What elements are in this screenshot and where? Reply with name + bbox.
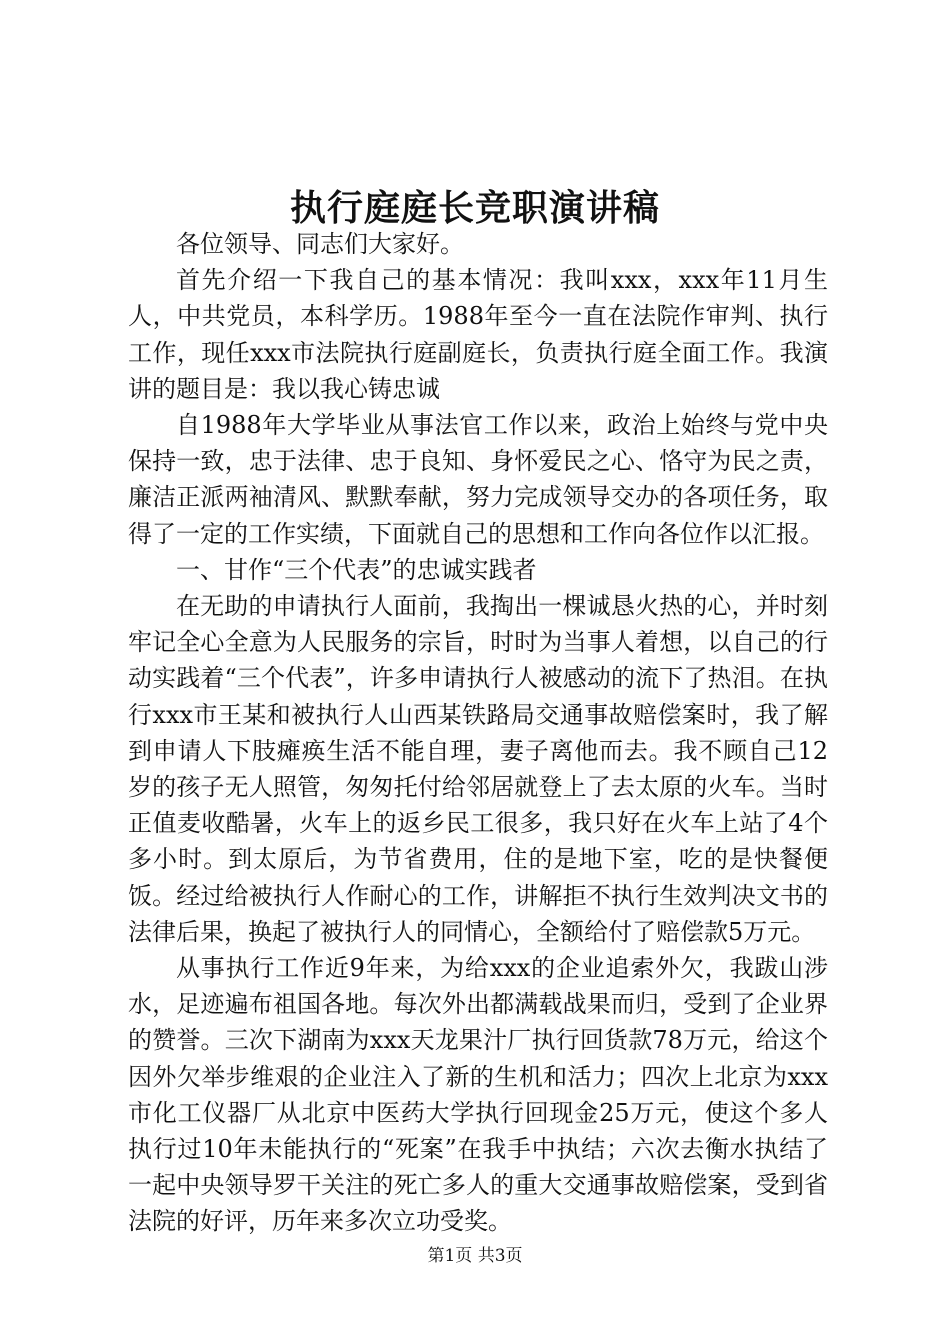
paragraph-introduction: 首先介绍一下我自己的基本情况：我叫xxx，xxx年11月生人，中共党员，本科学历。1988年至今一直在法院作审判、执行工作，现任xxx市法院执行庭副庭长，负责执行庭全面工作。我演讲的题目是：我以我心铸忠诚 xyxy=(128,266,828,403)
document-body xyxy=(128,226,828,1240)
paragraph-career-summary: 自1988年大学毕业从事法官工作以来，政治上始终与党中央保持一致，忠于法律、忠于良知、身怀爱民之心、恪守为民之责，廉洁正派两袖清风、默默奉献，努力完成领导交办的各项任务，取得了一定的工作实绩，下面就自己的思想和工作向各位作以汇报。 xyxy=(128,411,828,548)
document-title: 执行庭庭长竞职演讲稿 xyxy=(289,187,660,229)
section-heading-one: 一、甘作“三个代表”的忠诚实践者 xyxy=(176,555,537,584)
paragraph-achievements: 从事执行工作近9年来，为给xxx的企业追索外欠，我跋山涉水，足迹遍布祖国各地。每次外出都满载战果而归，受到了企业界的赞誉。三次下湖南为xxx天龙果汁厂执行回货款78万元，给这个因外欠举步维艰的企业注入了新的生机和活力；四次上北京为xxx市化工仪器厂从北京中医药大学执行回现金25万元，使这个多人执行过10年未能执行的“死案”在我手中执结；六次去衡水执结了一起中央领导罗干关注的死亡多人的重大交通事故赔偿案，受到省法院的好评，历年来多次立功受奖。 xyxy=(128,954,828,1236)
page-number-footer: 第1页 共3页 xyxy=(427,1246,523,1266)
paragraph-case-story: 在无助的申请执行人面前，我掏出一棵诚恳火热的心，并时刻牢记全心全意为人民服务的宗旨，时时为当事人着想，以自己的行动实践着“三个代表”，许多申请执行人被感动的流下了热泪。在执行xxx市王某和被执行人山西某铁路局交通事故赔偿案时，我了解到申请人下肢瘫痪生活不能自理，妻子离他而去。我不顾自己12岁的孩子无人照管，匆匆托付给邻居就登上了去太原的火车。当时正值麦收酷暑，火车上的返乡民工很多，我只好在火车上站了4个多小时。到太原后，为节省费用，住的是地下室，吃的是快餐便饭。经过给被执行人作耐心的工作，讲解拒不执行生效判决文书的法律后果，换起了被执行人的同情心，全额给付了赔偿款5万元。 xyxy=(128,592,828,946)
paragraph-greeting: 各位领导、同志们大家好。 xyxy=(176,230,464,258)
